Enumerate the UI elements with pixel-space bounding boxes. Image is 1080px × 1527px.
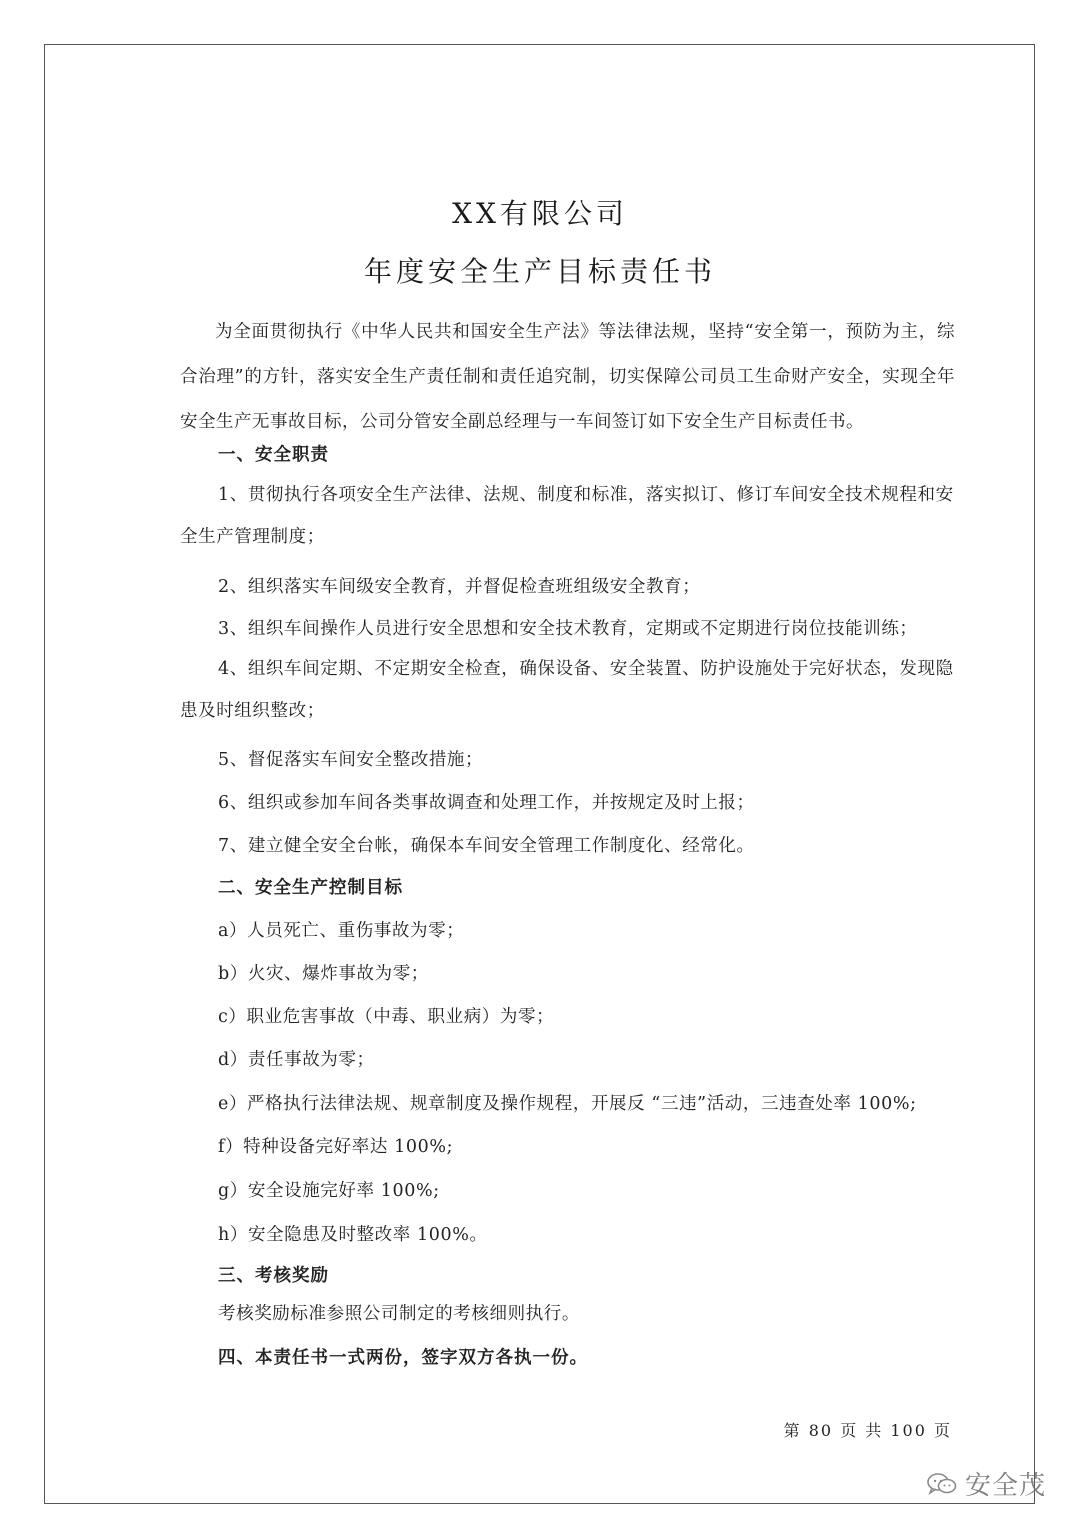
section1-item-7: 7、建立健全安全台帐，确保本车间安全管理工作制度化、经常化。 — [218, 836, 755, 856]
section1-item-4: 4、组织车间定期、不定期安全检查，确保设备、安全装置、防护设施处于完好状态，发现隐患及时组织整改； — [180, 659, 954, 721]
section2-item-a: a）人员死亡、重伤事故为零； — [218, 921, 465, 941]
page-number: 第 80 页 共 100 页 — [783, 1421, 952, 1440]
section2-item-f: f）特种设备完好率达 100%; — [218, 1137, 454, 1157]
document-subtitle: 年度安全生产目标责任书 — [363, 255, 716, 288]
wechat-icon — [927, 1472, 957, 1496]
section1-heading: 一、安全职责 — [218, 445, 329, 465]
watermark-text: 安全茂 — [964, 1471, 1046, 1501]
section2-item-g: g）安全设施完好率 100%; — [218, 1181, 440, 1201]
section2-heading: 二、安全生产控制目标 — [218, 878, 403, 898]
section3-text: 考核奖励标准参照公司制定的考核细则执行。 — [218, 1304, 580, 1324]
section1-item-3: 3、组织车间操作人员进行安全思想和安全技术教育，定期或不定期进行岗位技能训练； — [218, 619, 918, 639]
watermark — [927, 1465, 1046, 1502]
section2-item-c: c）职业危害事故（中毒、职业病）为零； — [218, 1007, 555, 1027]
section2-item-h: h）安全隐患及时整改率 100%。 — [218, 1225, 488, 1245]
section1-item-1: 1、贯彻执行各项安全生产法律、法规、制度和标准，落实拟订、修订车间安全技术规程和安全生产管理制度； — [180, 485, 954, 547]
section2-item-d: d）责任事故为零； — [218, 1050, 375, 1070]
section2-item-b: b）火灾、爆炸事故为零； — [218, 964, 429, 984]
section4-heading: 四、本责任书一式两份，签字双方各执一份。 — [218, 1348, 588, 1368]
section1-item-5: 5、督促落实车间安全整改措施； — [218, 750, 484, 770]
section3-heading: 三、考核奖励 — [218, 1266, 329, 1286]
section2-item-e: e）严格执行法律法规、规章制度及操作规程，开展反 “三违”活动，三违查处率 100%; — [218, 1094, 917, 1114]
section1-item-6: 6、组织或参加车间各类事故调查和处理工作，并按规定及时上报； — [218, 793, 755, 813]
document-title: XX有限公司 — [452, 197, 628, 230]
intro-paragraph: 为全面贯彻执行《中华人民共和国安全生产法》等法律法规，坚持“安全第一，预防为主，综合治理”的方针，落实安全生产责任制和责任追究制，切实保障公司员工生命财产安全，实现全年安全生产无事故目标，公司分管安全副总经理与一车间签订如下安全生产目标责任书。 — [180, 322, 955, 432]
section1-item-2: 2、组织落实车间级安全教育，并督促检查班组级安全教育； — [218, 577, 701, 597]
